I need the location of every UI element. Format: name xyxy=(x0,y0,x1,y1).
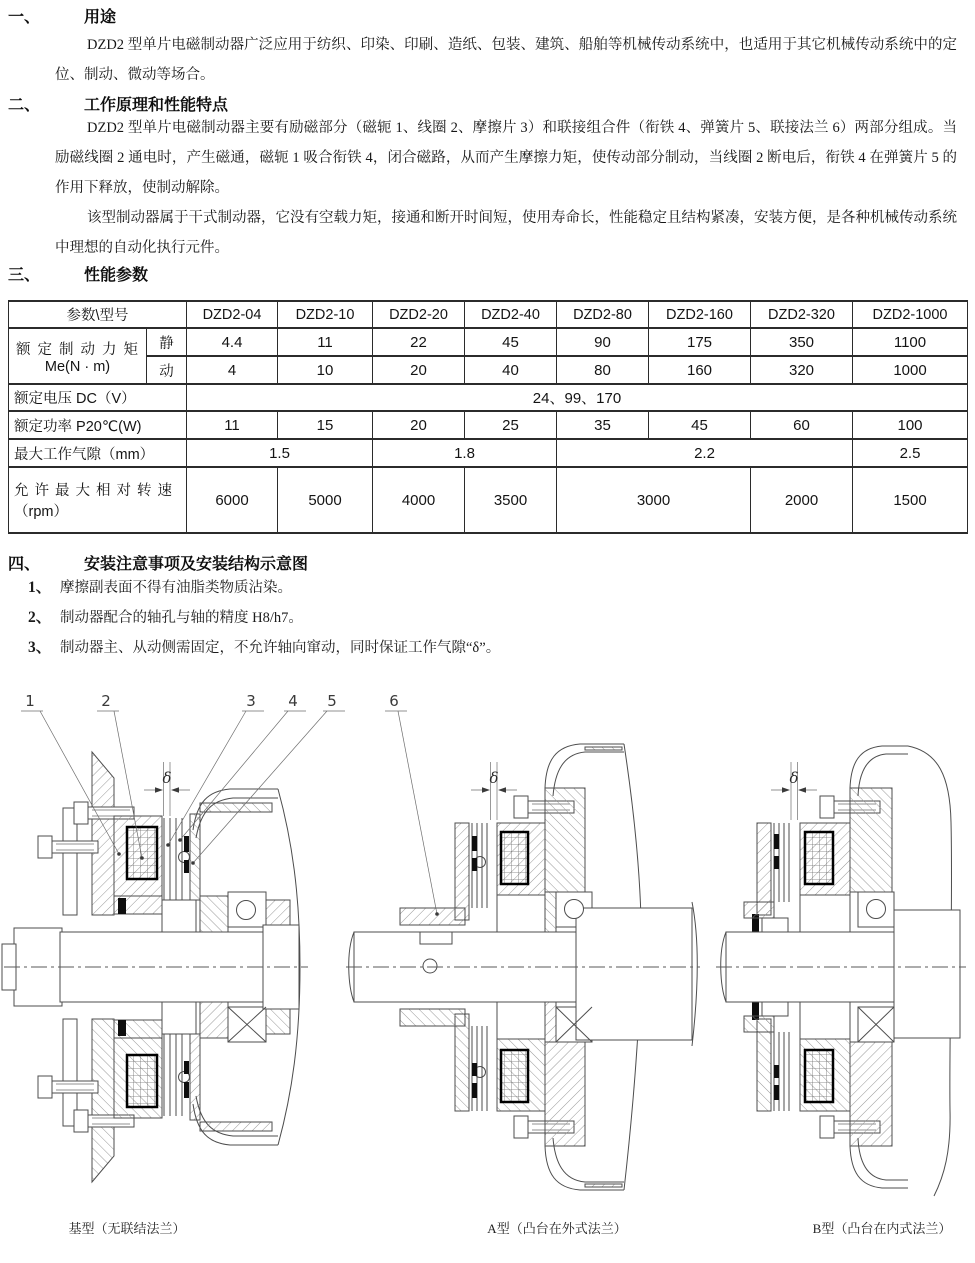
speed-label-cell xyxy=(9,467,187,533)
installation-structure-drawings xyxy=(0,690,975,1235)
svg-text:5: 5 xyxy=(327,692,337,710)
install-note-3 xyxy=(28,636,948,660)
cell: 15 xyxy=(278,411,373,439)
speed-label: 允许最大相对转速 xyxy=(14,483,178,499)
cell: 10 xyxy=(278,356,373,384)
model-header: DZD2-40 xyxy=(465,301,557,328)
airgap-row xyxy=(9,439,968,467)
svg-text:3: 3 xyxy=(246,692,256,710)
cell: 45 xyxy=(465,328,557,356)
install-note-2 xyxy=(28,606,948,630)
cell: 2.2 xyxy=(557,439,853,467)
cell: 4.4 xyxy=(187,328,278,356)
model-header: DZD2-10 xyxy=(278,301,373,328)
torque-label: 额定制动力矩 xyxy=(16,341,145,358)
cell: 175 xyxy=(649,328,751,356)
air-gap-dimension xyxy=(771,762,817,820)
cell: 80 xyxy=(557,356,649,384)
callout-4 xyxy=(178,692,306,842)
section-1-heading xyxy=(8,4,116,26)
model-header: DZD2-1000 xyxy=(853,301,968,328)
cell: 1500 xyxy=(853,467,968,533)
section-1-paragraph: DZD2 型单片电磁制动器广泛应用于纺织、印染、印刷、造纸、包装、建筑、船舶等机械传动系统中，也适用于其它机械传动系统中的定位、制动、微动等场合。 xyxy=(55,37,957,83)
airgap-label: 最大工作气隙（mm） xyxy=(9,439,187,467)
air-gap-dimension xyxy=(144,762,190,816)
section-3-heading xyxy=(8,262,148,284)
caption-b-type: B型（凸台在内式法兰） xyxy=(812,1221,952,1236)
delta-symbol: δ xyxy=(489,769,499,787)
cell: 4 xyxy=(187,356,278,384)
section-3-number: 三、 xyxy=(8,267,41,284)
svg-text:2: 2 xyxy=(101,692,111,710)
power-row xyxy=(9,411,968,439)
install-note-1 xyxy=(28,576,948,600)
cell: 20 xyxy=(373,356,465,384)
coil xyxy=(501,1050,528,1102)
cell: 20 xyxy=(373,411,465,439)
voltage-row xyxy=(9,384,968,411)
section-2-paragraph-1: DZD2 型单片电磁制动器主要有励磁部分（磁轭 1、线圈 2、摩擦片 3）和联接组合件（衔铁 4、弹簧片 5、联接法兰 6）两部分组成。当励磁线圈 2 通电时，产生磁通，磁轭 1 吸合衔铁 4，闭合磁路，从而产生摩擦力矩，使传动部分制动，当线圈 2 断电后，衔铁 4 在弹簧片 5 的作用下释放，使制动解除。 xyxy=(55,120,957,196)
cell: 2000 xyxy=(751,467,853,533)
cell: 35 xyxy=(557,411,649,439)
cell: 11 xyxy=(278,328,373,356)
cell: 2.5 xyxy=(853,439,968,467)
cell: 4000 xyxy=(373,467,465,533)
cell: 6000 xyxy=(187,467,278,533)
section-1-number: 一、 xyxy=(8,9,41,26)
section-4-title: 安装注意事项及安装结构示意图 xyxy=(84,556,309,573)
coil xyxy=(127,1055,157,1107)
note-3-text: 制动器主、从动侧需固定，不允许轴向窜动，同时保证工作气隙“δ”。 xyxy=(60,640,501,656)
cell: 3500 xyxy=(465,467,557,533)
note-1-text: 摩擦副表面不得有油脂类物质沾染。 xyxy=(60,580,292,596)
caption-a-type: A型（凸台在外式法兰） xyxy=(487,1221,627,1236)
svg-text:6: 6 xyxy=(389,692,399,710)
section-1-title: 用途 xyxy=(84,9,117,26)
cell: 90 xyxy=(557,328,649,356)
cell: 5000 xyxy=(278,467,373,533)
coil xyxy=(805,1050,833,1102)
svg-text:1: 1 xyxy=(25,692,35,710)
header-label-cell: 参数\型号 xyxy=(9,301,187,328)
cell: 350 xyxy=(751,328,853,356)
model-header: DZD2-20 xyxy=(373,301,465,328)
coil xyxy=(501,832,528,884)
cell: 1.5 xyxy=(187,439,373,467)
section-2-number: 二、 xyxy=(8,97,41,114)
performance-parameters-table xyxy=(8,300,968,534)
cell: 45 xyxy=(649,411,751,439)
dynamic-torque-row xyxy=(9,356,968,384)
delta-symbol: δ xyxy=(162,769,172,787)
note-3-number: 3、 xyxy=(28,639,52,656)
callout-5 xyxy=(191,692,345,865)
cell: 100 xyxy=(853,411,968,439)
callout-6 xyxy=(385,692,439,916)
drawing-basic-type xyxy=(2,692,345,1182)
bearing-ball xyxy=(565,900,584,919)
cell: 1000 xyxy=(853,356,968,384)
cell: 40 xyxy=(465,356,557,384)
voltage-value: 24、99、170 xyxy=(187,384,968,411)
dynamic-label: 动 xyxy=(147,356,187,384)
cell: 1.8 xyxy=(373,439,557,467)
torque-unit-label: Me(N · m) xyxy=(44,358,111,375)
delta-symbol: δ xyxy=(789,769,799,787)
static-torque-row xyxy=(9,328,968,356)
model-header: DZD2-04 xyxy=(187,301,278,328)
coil xyxy=(127,827,157,879)
model-header: DZD2-80 xyxy=(557,301,649,328)
bearing-ball xyxy=(867,900,886,919)
callout-3 xyxy=(166,692,264,847)
drawing-b-type xyxy=(716,746,966,1196)
cell: 160 xyxy=(649,356,751,384)
section-3-title: 性能参数 xyxy=(84,267,149,284)
cell: 1100 xyxy=(853,328,968,356)
section-2-heading xyxy=(8,92,228,114)
section-2-title: 工作原理和性能特点 xyxy=(84,97,229,114)
cell: 60 xyxy=(751,411,853,439)
note-2-number: 2、 xyxy=(28,609,52,626)
svg-text:4: 4 xyxy=(288,692,298,710)
note-2-text: 制动器配合的轴孔与轴的精度 H8/h7。 xyxy=(60,610,303,626)
power-label: 额定功率 P20℃(W) xyxy=(9,411,187,439)
model-header: DZD2-160 xyxy=(649,301,751,328)
bearing-ball xyxy=(237,901,256,920)
note-1-number: 1、 xyxy=(28,579,52,596)
drawing-a-type xyxy=(346,692,700,1190)
speed-row xyxy=(9,467,968,533)
voltage-label: 额定电压 DC（V） xyxy=(9,384,187,411)
caption-basic-type: 基型（无联结法兰） xyxy=(68,1221,186,1236)
torque-label-cell xyxy=(9,328,147,384)
section-2-paragraph-2: 该型制动器属于干式制动器，它没有空载力矩，接通和断开时间短，使用寿命长，性能稳定且结构紧凑，安装方便，是各种机械传动系统中理想的自动化执行元件。 xyxy=(55,210,957,256)
cell: 320 xyxy=(751,356,853,384)
coil xyxy=(805,832,833,884)
model-header: DZD2-320 xyxy=(751,301,853,328)
cell: 25 xyxy=(465,411,557,439)
section-4-heading xyxy=(8,551,308,573)
cell: 22 xyxy=(373,328,465,356)
air-gap-dimension xyxy=(471,762,517,820)
cell: 3000 xyxy=(557,467,751,533)
section-4-number: 四、 xyxy=(8,556,41,573)
cell: 11 xyxy=(187,411,278,439)
speed-unit-label: （rpm） xyxy=(14,504,68,520)
table-header-row xyxy=(9,301,968,328)
static-label: 静 xyxy=(147,328,187,356)
